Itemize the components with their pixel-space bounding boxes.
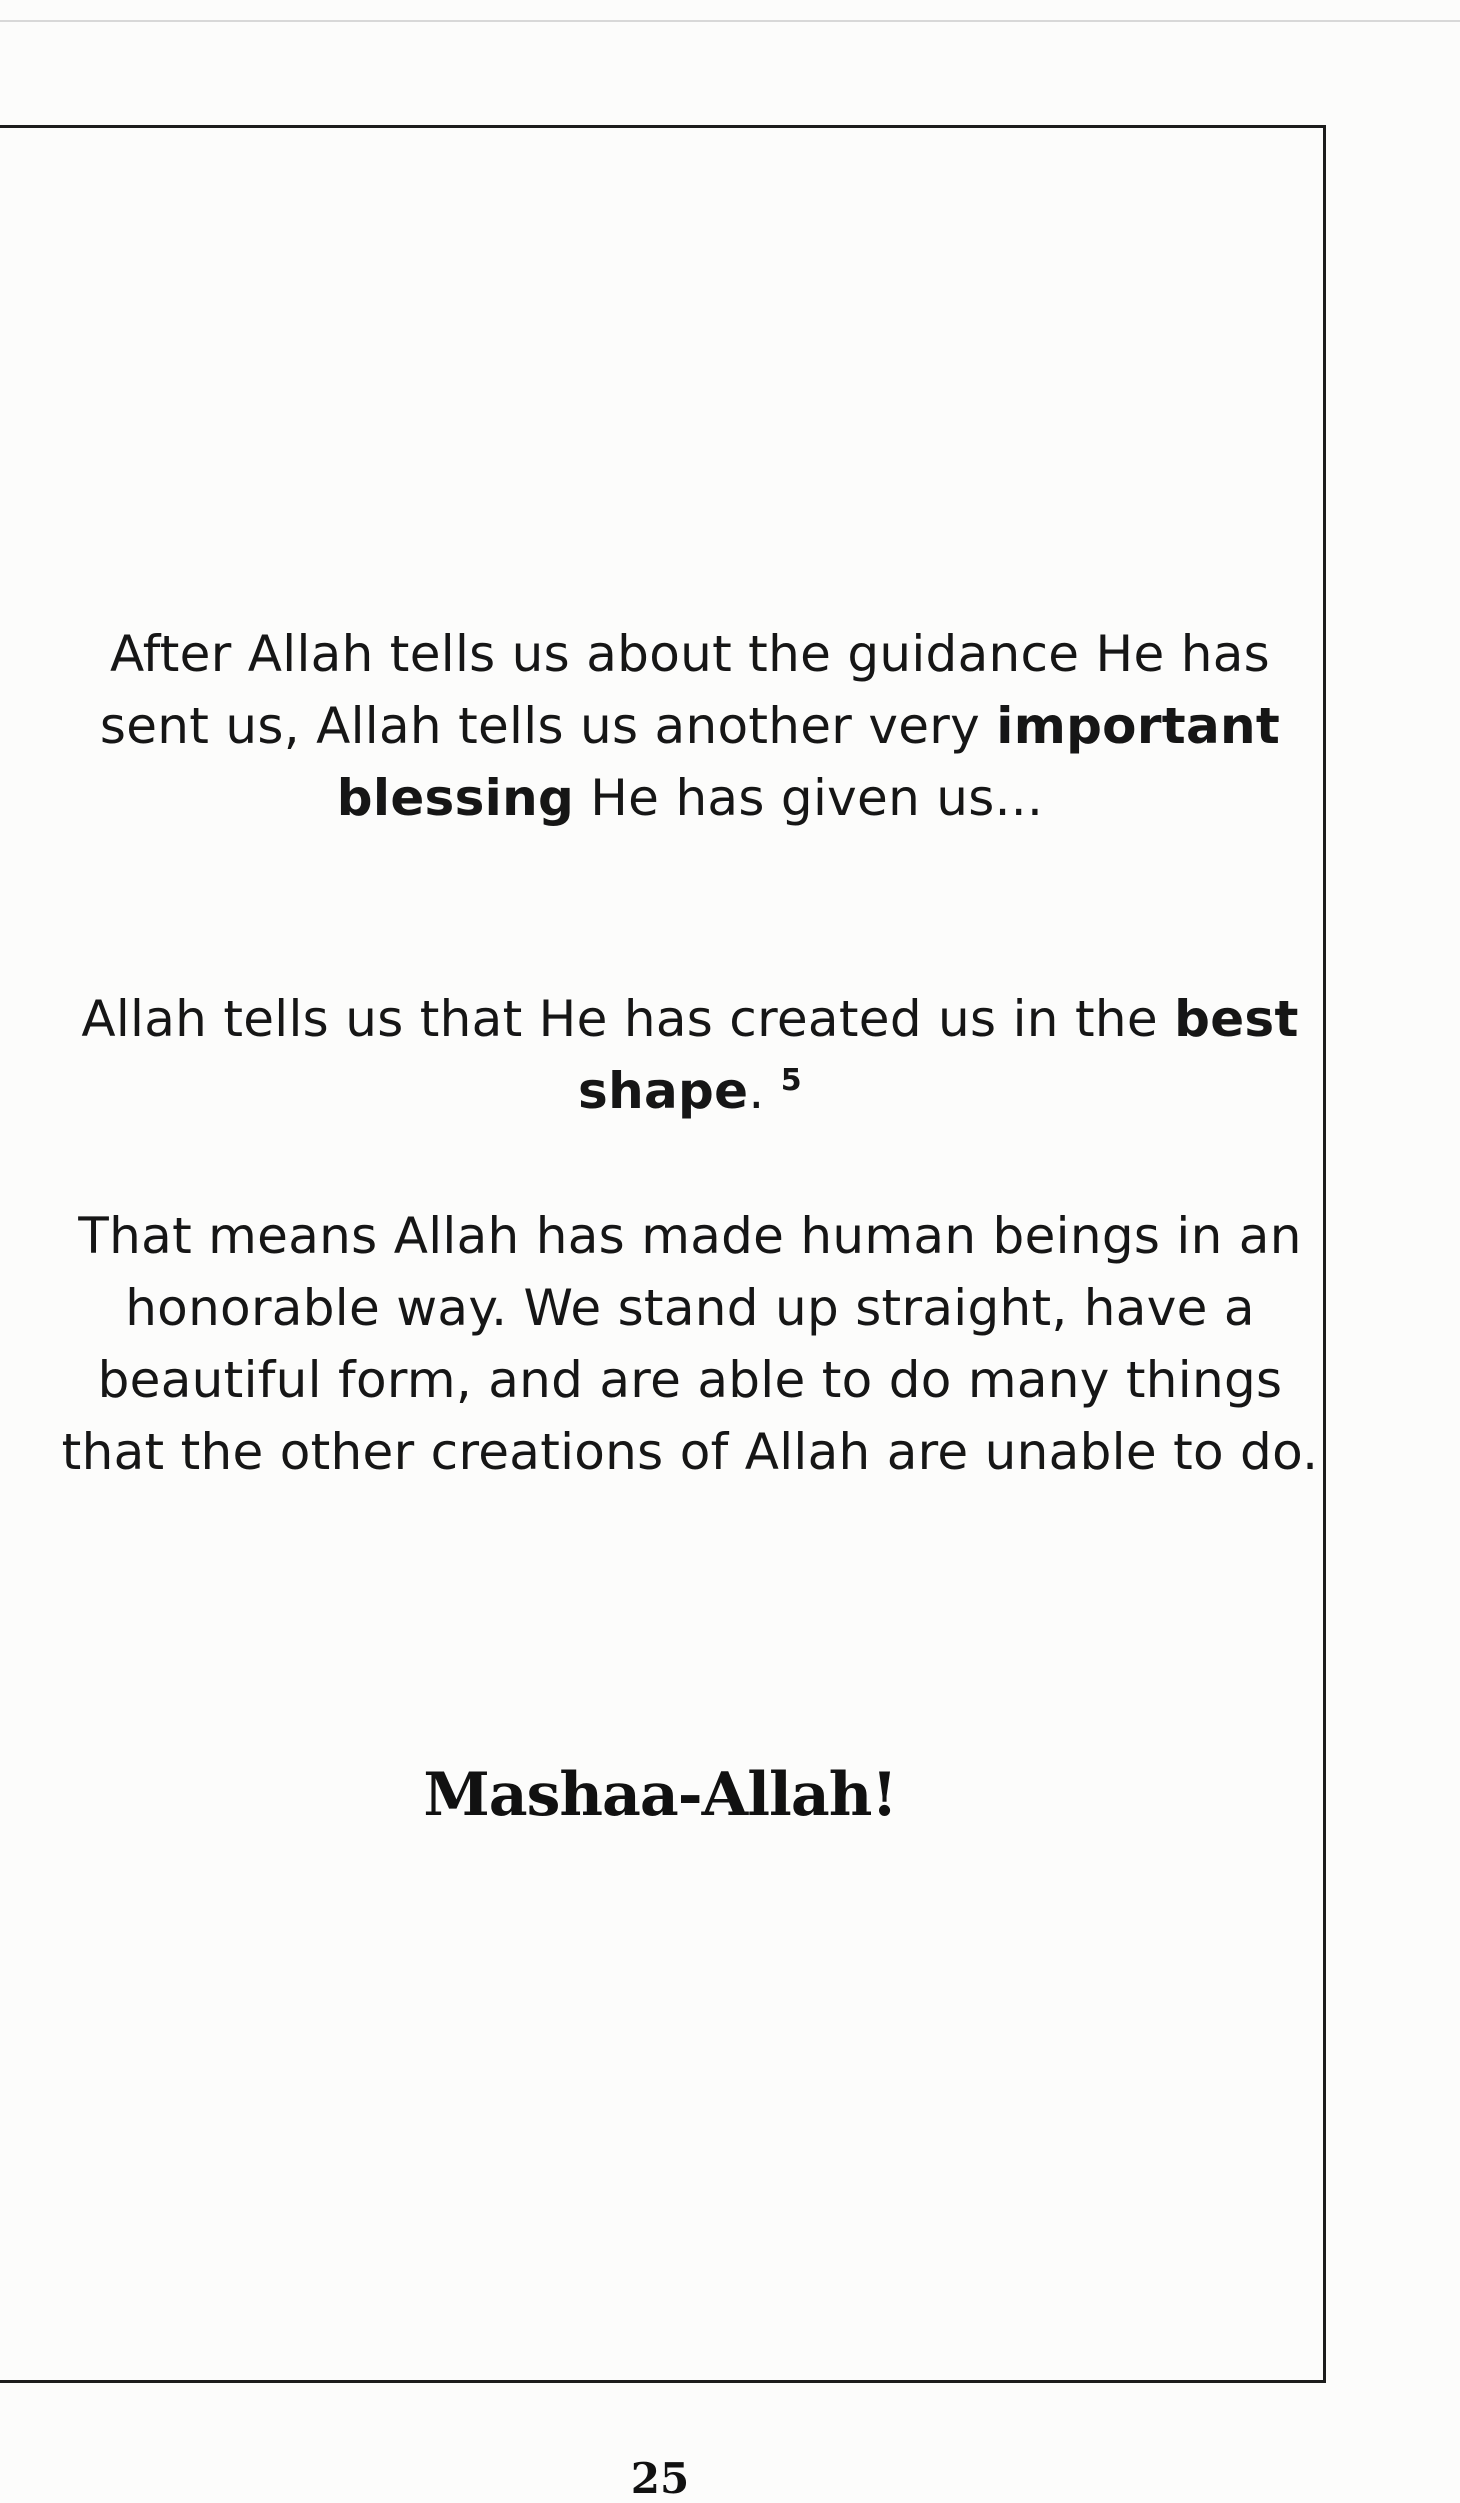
important-blessing-bold: important blessing [336,697,1281,827]
paragraph-best-shape [60,983,1320,1127]
mashaa-allah-heading: Mashaa-Allah! [423,1760,897,1830]
paragraph-honorable-way: That means Allah has made human beings in an honorable way. We stand up straight, have a beautiful form, and are able to do many things that the other creations of Allah are unable to do. [61,1207,1319,1481]
page-number: 25 [630,2454,690,2503]
paragraph-best-shape-text: Allah tells us that He has created us in the [81,990,1175,1048]
best-shape-bold: best shape [578,990,1299,1120]
footnote-reference: 5 [780,1063,802,1098]
paragraph-guidance-text: After Allah tells us about the guidance He has sent us, Allah tells us another very [99,625,1270,755]
top-edge-line [0,20,1460,22]
paragraph-best-shape-period: . [748,1062,765,1120]
paragraph-guidance [60,618,1320,834]
paragraph-guidance-ending: He has given us... [574,769,1044,827]
